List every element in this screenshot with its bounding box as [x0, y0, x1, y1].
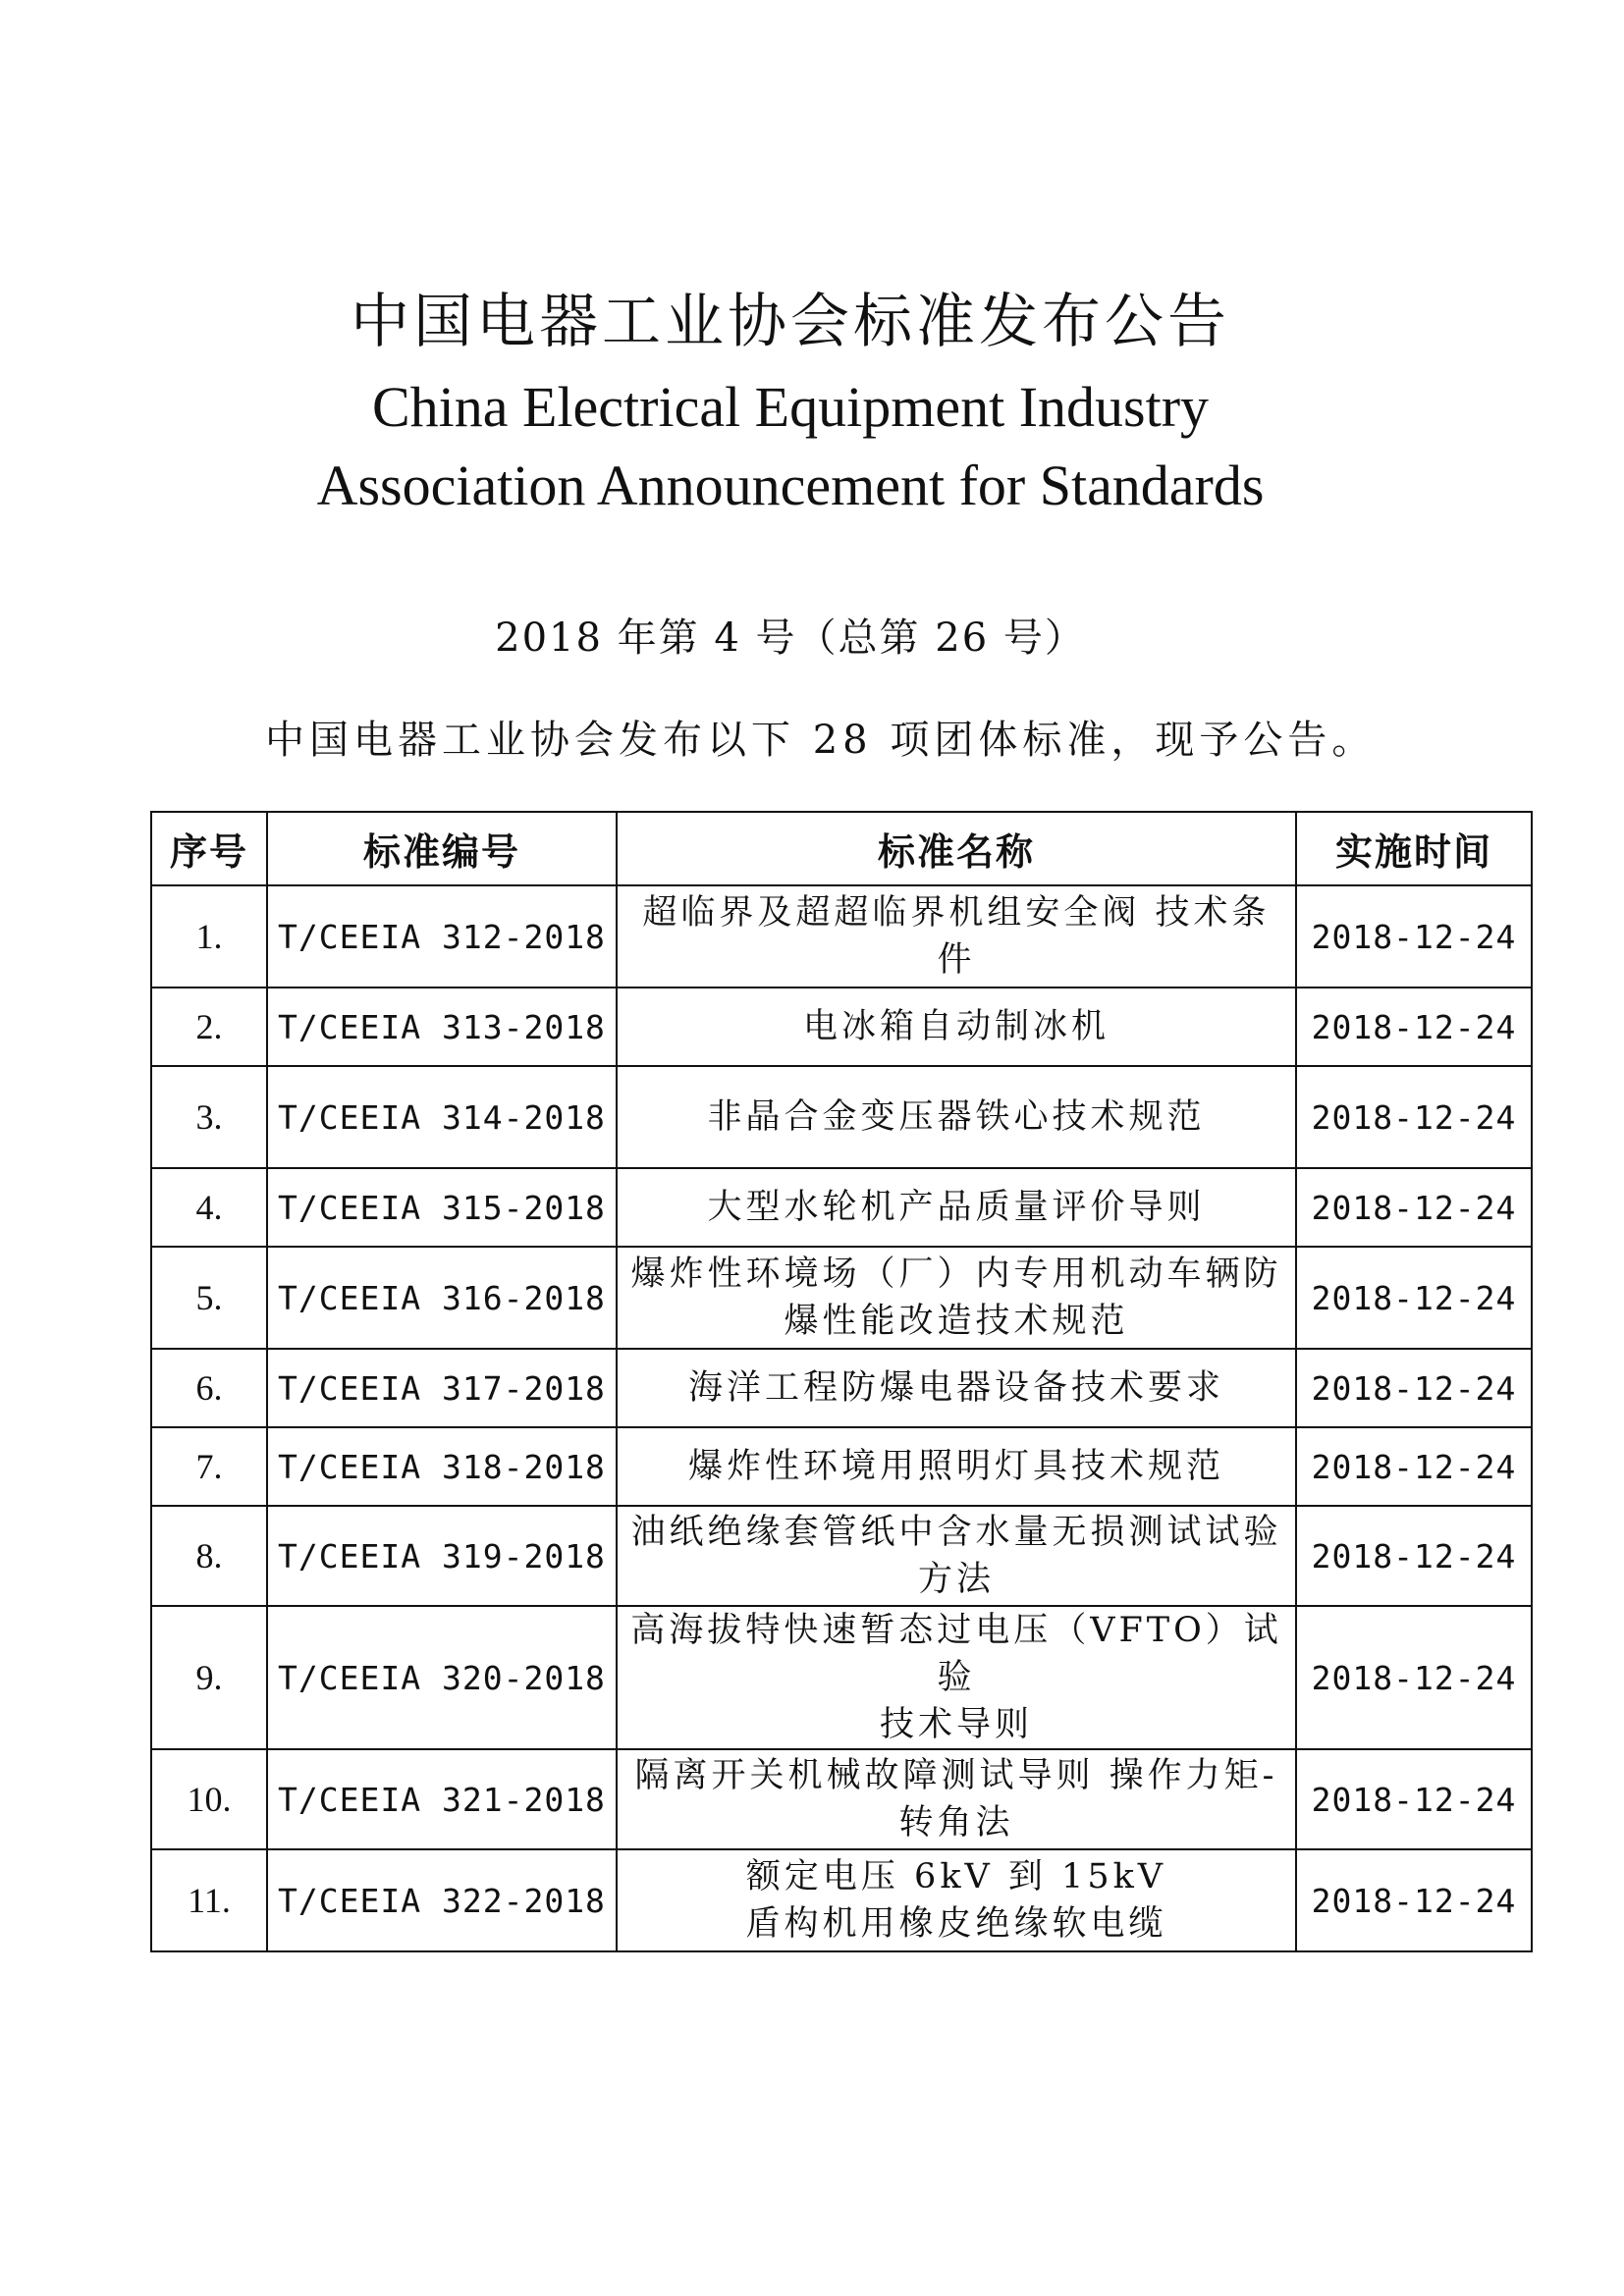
- table-row: [151, 1349, 1532, 1427]
- table-row: [151, 1427, 1532, 1506]
- row-name-line-1: 爆炸性环境场（厂）内专用机动车辆防: [630, 1255, 1282, 1294]
- row-code: T/CEEIA 319-2018: [267, 1506, 617, 1606]
- row-name-line-1: 非晶合金变压器铁心技术规范: [707, 1097, 1206, 1137]
- header-date: 实施时间: [1296, 812, 1532, 885]
- row-name-line-1: 高海拔特快速暂态过电压（VFTO）试验: [630, 1611, 1282, 1697]
- row-code: T/CEEIA 312-2018: [267, 885, 617, 988]
- row-name: [617, 885, 1296, 988]
- row-date: 2018-12-24: [1296, 1606, 1532, 1749]
- row-code: T/CEEIA 314-2018: [267, 1066, 617, 1168]
- header-name: 标准名称: [617, 812, 1296, 885]
- row-code: T/CEEIA 315-2018: [267, 1168, 617, 1247]
- intro-paragraph: 中国电器工业协会发布以下 28 项团体标准，现予公告。: [265, 718, 1377, 763]
- row-code: T/CEEIA 322-2018: [267, 1849, 617, 1951]
- header-code: 标准编号: [267, 812, 617, 885]
- row-date: 2018-12-24: [1296, 1749, 1532, 1849]
- table-row: [151, 988, 1532, 1066]
- row-name-line-1: 海洋工程防爆电器设备技术要求: [687, 1368, 1224, 1408]
- row-name: [617, 1606, 1296, 1749]
- title-english-line-1: China Electrical Equipment Industry: [371, 375, 1210, 439]
- table-row: [151, 1506, 1532, 1606]
- row-name-line-1: 大型水轮机产品质量评价导则: [707, 1188, 1206, 1227]
- row-name-line-1: 油纸绝缘套管纸中含水量无损测试试验: [630, 1513, 1282, 1552]
- row-name-line-2: 盾构机用橡皮绝缘软电缆: [745, 1904, 1167, 1944]
- row-seq: 6.: [151, 1349, 267, 1427]
- row-name-line-1: 爆炸性环境用照明灯具技术规范: [687, 1447, 1224, 1486]
- table-row: [151, 1849, 1532, 1951]
- row-seq: 8.: [151, 1506, 267, 1606]
- row-name: [617, 1066, 1296, 1168]
- row-name: [617, 1749, 1296, 1849]
- row-date: 2018-12-24: [1296, 1506, 1532, 1606]
- table-row: [151, 885, 1532, 988]
- row-seq: 1.: [151, 885, 267, 988]
- row-code: T/CEEIA 318-2018: [267, 1427, 617, 1506]
- row-date: 2018-12-24: [1296, 1066, 1532, 1168]
- row-date: 2018-12-24: [1296, 885, 1532, 988]
- title-english-line-2: Association Announcement for Standards: [316, 454, 1265, 517]
- row-name: [617, 988, 1296, 1066]
- row-seq: 11.: [151, 1849, 267, 1951]
- header-seq: 序号: [151, 812, 267, 885]
- row-name-line-1: 隔离开关机械故障测试导则 操作力矩-: [634, 1756, 1278, 1795]
- table-row: [151, 1606, 1532, 1749]
- row-date: 2018-12-24: [1296, 1247, 1532, 1349]
- table-row: [151, 1168, 1532, 1247]
- row-name-line-2: 方法: [917, 1560, 995, 1599]
- row-date: 2018-12-24: [1296, 1349, 1532, 1427]
- row-name: [617, 1849, 1296, 1951]
- table-row: [151, 1066, 1532, 1168]
- row-code: T/CEEIA 321-2018: [267, 1749, 617, 1849]
- table-row: [151, 1247, 1532, 1349]
- row-name: [617, 1247, 1296, 1349]
- row-name-line-1: 超临界及超超临界机组安全阀 技术条: [642, 893, 1271, 933]
- row-name-line-2: 技术导则: [879, 1705, 1033, 1744]
- row-name: [617, 1168, 1296, 1247]
- row-seq: 7.: [151, 1427, 267, 1506]
- row-name: [617, 1427, 1296, 1506]
- row-seq: 10.: [151, 1749, 267, 1849]
- row-seq: 4.: [151, 1168, 267, 1247]
- row-seq: 5.: [151, 1247, 267, 1349]
- title-chinese: 中国电器工业协会标准发布公告: [351, 288, 1230, 356]
- row-code: T/CEEIA 313-2018: [267, 988, 617, 1066]
- table-header-row: [151, 812, 1532, 885]
- row-name-line-2: 爆性能改造技术规范: [784, 1302, 1129, 1341]
- row-seq: 9.: [151, 1606, 267, 1749]
- row-name: [617, 1506, 1296, 1606]
- row-code: T/CEEIA 317-2018: [267, 1349, 617, 1427]
- row-name-line-1: 电冰箱自动制冰机: [802, 1007, 1110, 1046]
- row-name-line-1: 额定电压 6kV 到 15kV: [745, 1857, 1167, 1896]
- row-date: 2018-12-24: [1296, 988, 1532, 1066]
- row-name: [617, 1349, 1296, 1427]
- row-code: T/CEEIA 316-2018: [267, 1247, 617, 1349]
- row-name-line-2: 件: [937, 940, 976, 980]
- table-row: [151, 1749, 1532, 1849]
- row-seq: 3.: [151, 1066, 267, 1168]
- row-name-line-2: 转角法: [898, 1803, 1014, 1842]
- row-code: T/CEEIA 320-2018: [267, 1606, 617, 1749]
- row-date: 2018-12-24: [1296, 1168, 1532, 1247]
- row-seq: 2.: [151, 988, 267, 1066]
- row-date: 2018-12-24: [1296, 1427, 1532, 1506]
- row-date: 2018-12-24: [1296, 1849, 1532, 1951]
- issue-number: 2018 年第 4 号（总第 26 号）: [495, 615, 1086, 661]
- standards-table: [150, 811, 1533, 1952]
